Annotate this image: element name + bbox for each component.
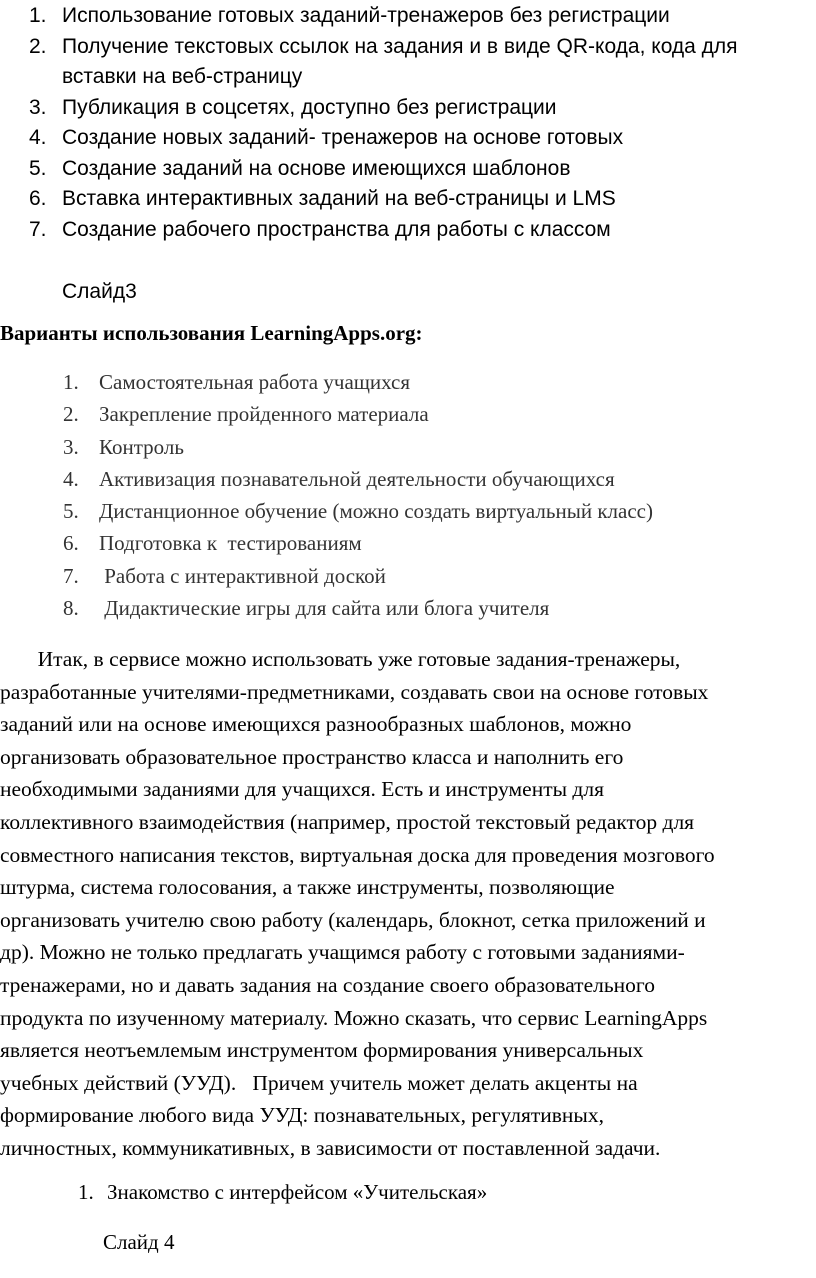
list-item [0, 123, 816, 154]
paragraph-line: тренажерами, но и давать задания на создание своего образовательного [0, 972, 655, 997]
list-item-text: Работа с интерактивной доской [99, 563, 386, 588]
list-number: 1. [63, 370, 79, 394]
paragraph-line: заданий или на основе имеющихся разнообразных шаблонов, можно [0, 712, 632, 737]
list-item [0, 592, 816, 624]
list-item-text: Использование готовых заданий-тренажеров без регистрации [62, 4, 670, 27]
paragraph-line: необходимыми заданиями для учащихся. Есть и инструменты для [0, 777, 604, 802]
list-item [0, 527, 816, 559]
list-item [0, 398, 816, 430]
list-number: 5. [63, 499, 79, 524]
list-number: 6. [63, 531, 79, 556]
list-item-text: Публикация в соцсетях, доступно без регистрации [62, 95, 557, 119]
slide-label: Слайд3 [62, 280, 137, 303]
paragraph-line: коллективного взаимодействия (например, простой текстовый редактор для [0, 809, 695, 834]
list-item [0, 560, 816, 592]
list-item [0, 495, 816, 527]
paragraph-line: совместного написания текстов, виртуальная доска для проведения мозгового [0, 842, 715, 867]
list-item-text: Получение текстовых ссылок на задания и в виде QR-кода, кода для вставки на веб-страницу [62, 34, 738, 88]
paragraph-line: организовать образовательное пространство класса и наполнить его [0, 744, 624, 769]
paragraph-line: формирование любого вида УУД: познавательных, регулятивных, [0, 1103, 604, 1128]
list-number: 7. [63, 563, 79, 588]
list-item [0, 184, 816, 215]
section-heading: Варианты использования LearningApps.org: [0, 321, 423, 345]
list-item [0, 215, 816, 246]
list-number: 2. [29, 34, 47, 58]
list-item-text: Закрепление пройденного материала [99, 402, 429, 427]
list-number: 3. [63, 434, 79, 459]
paragraph-line: личностных, коммуникативных, в зависимости от поставленной задачи. [0, 1135, 661, 1160]
paragraph-line: учебных действий (УУД). Причем учитель может делать акценты на [0, 1070, 638, 1095]
paragraph-line: разработанные учителями-предметниками, создавать свои на основе готовых [0, 679, 709, 704]
paragraph-line: является неотъемлемым инструментом формирования универсальных [0, 1038, 644, 1063]
list-item [0, 431, 816, 463]
summary-paragraph [0, 643, 816, 1165]
list-item [0, 366, 816, 398]
list-number: 4. [63, 466, 79, 491]
features-list [0, 1, 816, 245]
list-number: 8. [63, 596, 79, 621]
list-number: 3. [29, 95, 47, 119]
list-item [0, 463, 816, 495]
list-item [0, 93, 816, 124]
paragraph-line: организовать учителю свою работу (календарь, блокнот, сетка приложений и [0, 907, 706, 932]
list-number: 4. [29, 126, 47, 149]
list-item-text: Вставка интерактивных заданий на веб-страницы и LMS [62, 187, 616, 210]
paragraph-line: штурма, система голосования, а также инструменты, позволяющие [0, 875, 615, 900]
section-list [0, 1176, 816, 1208]
list-number: 1. [29, 4, 47, 27]
list-number: 2. [63, 402, 79, 427]
list-item-text: Подготовка к тестированиям [99, 531, 362, 556]
list-item-text: Знакомство с интерфейсом «Учительская» [107, 1180, 488, 1204]
list-number: 6. [29, 187, 47, 210]
list-item [0, 1176, 816, 1208]
list-item-text: Создание рабочего пространства для работы с классом [62, 217, 611, 241]
usage-list [0, 366, 816, 624]
list-item-text: Самостоятельная работа учащихся [99, 370, 411, 394]
list-item [0, 32, 782, 93]
paragraph-line: Итак, в сервисе можно использовать уже готовые задания-тренажеры, [0, 647, 681, 671]
list-item-text: Дистанционное обучение (можно создать виртуальный класс) [99, 499, 653, 524]
slide-label: Слайд 4 [103, 1230, 175, 1254]
paragraph-line: продукта по изученному материалу. Можно сказать, что сервис LearningApps [0, 1005, 708, 1030]
list-number: 7. [29, 217, 47, 241]
list-number: 1. [78, 1180, 94, 1204]
list-number: 5. [29, 156, 47, 180]
list-item [0, 154, 816, 185]
list-item-text: Создание новых заданий- тренажеров на основе готовых [62, 126, 624, 149]
list-item-text: Создание заданий на основе имеющихся шаблонов [62, 156, 571, 180]
list-item [0, 1, 816, 32]
paragraph-line: др). Можно не только предлагать учащимся работу с готовыми заданиями- [0, 940, 685, 965]
list-item-text: Контроль [99, 434, 184, 459]
list-item-text: Активизация познавательной деятельности обучающихся [99, 466, 615, 491]
list-item-text: Дидактические игры для сайта или блога учителя [99, 596, 550, 621]
